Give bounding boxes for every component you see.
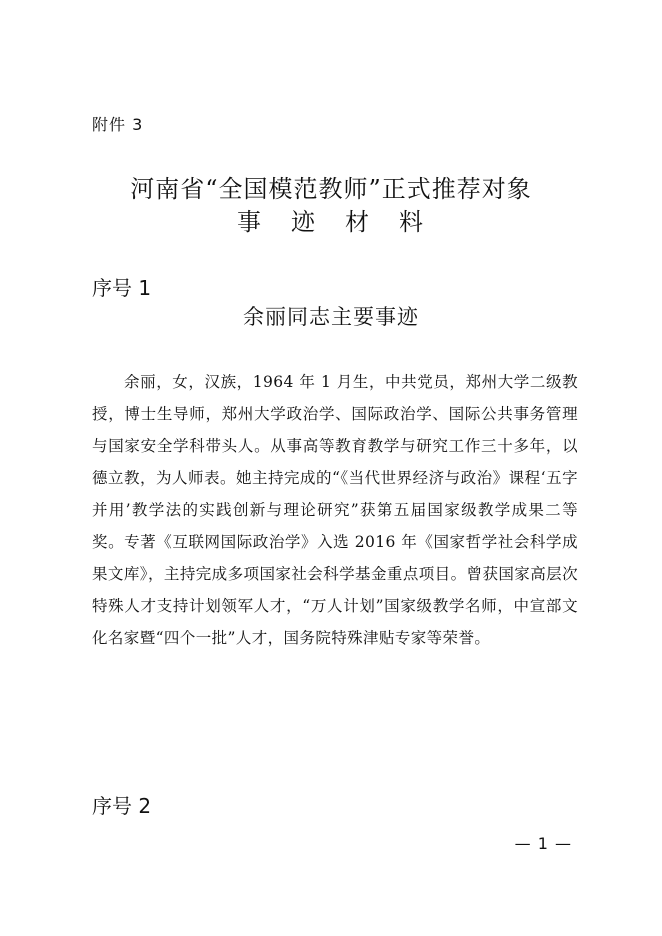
title-char: 料 xyxy=(399,208,425,236)
title-char: 迹 xyxy=(291,208,317,236)
attachment-label: 附件 3 xyxy=(92,115,144,134)
title-char: 事 xyxy=(237,208,263,236)
section-1-subtitle: 余丽同志主要事迹 xyxy=(243,305,419,329)
page-number: — 1 — xyxy=(514,834,572,853)
section-2-seq-label: 序号 2 xyxy=(92,794,152,818)
document-title-line-2 xyxy=(0,207,662,237)
document-title-line-1: 河南省“全国模范教师”正式推荐对象 xyxy=(130,175,532,203)
section-1-seq-label: 序号 1 xyxy=(92,276,152,300)
title-char: 材 xyxy=(345,208,371,236)
section-1-body: 余丽，女，汉族，1964 年 1 月生，中共党员，郑州大学二级教授，博士生导师，郑州大学政治学、国际政治学、国际公共事务管理与国家安全学科带头人。从事高等教育教学与研究工作三十多年，以德立教，为人师表。她主持完成的“《当代世界经济与政治》课程‘五字并用’教学法的实践创新与理论研究”获第五届国家级教学成果二等奖。专著《互联网国际政治学》入选 2016 年《国家哲学社会科学成果文库》，主持完成多项国家社会科学基金重点项目。曾获国家高层次特殊人才支持计划领军人才，“万人计划”国家级教学名师，中宣部文化名家暨“四个一批”人才，国务院特殊津贴专家等荣誉。 xyxy=(92,373,578,647)
